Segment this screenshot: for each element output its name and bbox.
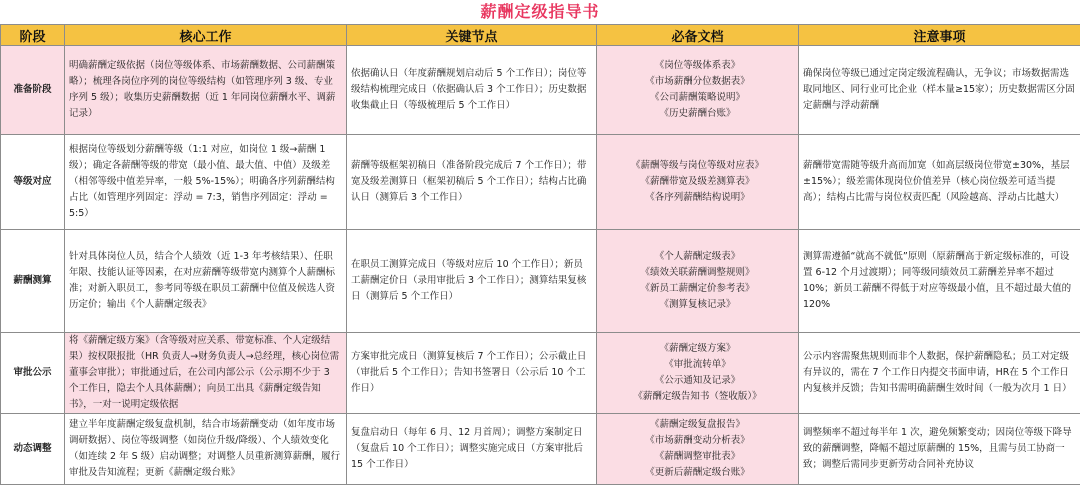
header-core-work: 核心工作 [65,25,347,46]
required-docs-cell [597,135,799,230]
doc-item: 《薪酬调整审批表》 [601,449,794,465]
stage-cell: 等级对应 [1,135,65,230]
doc-item: 《薪酬定级复盘报告》 [601,417,794,433]
doc-item: 《薪酬带宽及级差测算表》 [601,174,794,190]
required-docs-cell [597,230,799,333]
key-nodes-cell: 依据确认日（年度薪酬规划启动后 5 个工作日）；岗位等级结构梳理完成日（依据确认后 3 个工作日）；历史数据收集截止日（等级梳理后 5 个工作日） [347,46,597,135]
table-row [1,333,1080,414]
notes-cell: 测算需遵循“就高不就低”原则（原薪酬高于新定级标准的，可设置 6-12 个月过渡期）；同等级同绩效员工薪酬差异率不超过 10%；新员工薪酬不得低于对应等级最小值，且不超过最大值的 120% [799,230,1080,333]
doc-item: 《审批流转单》 [601,357,794,373]
notes-cell: 公示内容需聚焦规则而非个人数据，保护薪酬隐私；员工对定级有异议的，需在 7 个工作日内提交书面申请，HR在 5 个工作日内复核并反馈；告知书需明确薪酬生效时间（一般为次月 1 日） [799,333,1080,414]
header-key-nodes: 关键节点 [347,25,597,46]
doc-item: 《市场薪酬分位数据表》 [601,74,794,90]
doc-item: 《薪酬定级方案》 [601,341,794,357]
required-docs-cell [597,333,799,414]
core-work-cell: 根据岗位等级划分薪酬等级（1:1 对应，如岗位 1 级→薪酬 1 级）；确定各薪酬等级的带宽（最小值、最大值、中值）及级差（相邻等级中值差异率，一般 5%-15%）；明确各序列薪酬结构占比（如管理序列固定：浮动 = 7:3，销售序列固定：浮动 = 5:5） [65,135,347,230]
doc-item: 《个人薪酬定级表》 [601,249,794,265]
table-row [1,135,1080,230]
doc-item: 《岗位等级体系表》 [601,58,794,74]
header-required-docs: 必备文档 [597,25,799,46]
required-docs-cell [597,46,799,135]
stage-cell: 动态调整 [1,414,65,485]
doc-item: 《绩效关联薪酬调整规则》 [601,265,794,281]
notes-cell: 调整频率不超过每半年 1 次，避免频繁变动；因岗位等级下降导致的薪酬调整，降幅不超过原薪酬的 15%，且需与员工协商一致；调整后需同步更新劳动合同补充协议 [799,414,1080,485]
required-docs-cell [597,414,799,485]
table-row [1,414,1080,485]
doc-item: 《更新后薪酬定级台账》 [601,465,794,481]
stage-cell: 审批公示 [1,333,65,414]
page-title: 薪酬定级指导书 [0,0,1080,24]
doc-item: 《历史薪酬台账》 [601,106,794,122]
notes-cell: 确保岗位等级已通过定岗定级流程确认，无争议；市场数据需选取同地区、同行业可比企业（样本量≥15家）；历史数据需区分固定薪酬与浮动薪酬 [799,46,1080,135]
key-nodes-cell: 方案审批完成日（测算复核后 7 个工作日）；公示截止日（审批后 5 个工作日）；告知书签署日（公示后 10 个工作日） [347,333,597,414]
key-nodes-cell: 复盘启动日（每年 6 月、12 月首周）；调整方案制定日（复盘后 10 个工作日）；调整实施完成日（方案审批后 15 个工作日） [347,414,597,485]
doc-item: 《薪酬等级与岗位等级对应表》 [601,158,794,174]
header-row [1,25,1080,46]
doc-item: 《市场薪酬变动分析表》 [601,433,794,449]
stage-cell: 准备阶段 [1,46,65,135]
core-work-cell: 将《薪酬定级方案》（含等级对应关系、带宽标准、个人定级结果）按权限报批（HR 负责人→财务负责人→总经理，核心岗位需董事会审批）；审批通过后，在公司内部公示（公示期不少于 3 个工作日，隐去个人具体薪酬）；向员工出具《薪酬定级告知书》，一对一说明定级依据 [65,333,347,414]
doc-item: 《新员工薪酬定价参考表》 [601,281,794,297]
table-row [1,46,1080,135]
core-work-cell: 建立半年度薪酬定级复盘机制，结合市场薪酬变动（如年度市场调研数据）、岗位等级调整（如岗位升级/降级）、个人绩效变化（如连续 2 年 S 级）启动调整；对调整人员重新测算薪酬，履行审批及告知流程；更新《薪酬定级台账》 [65,414,347,485]
core-work-cell: 针对具体岗位人员，结合个人绩效（近 1-3 年考核结果）、任职年限、技能认证等因素，在对应薪酬等级带宽内测算个人薪酬标准；对新入职员工，参考同等级在职员工薪酬中位值及候选人资历定价；输出《个人薪酬定级表》 [65,230,347,333]
key-nodes-cell: 在职员工测算完成日（等级对应后 10 个工作日）；新员工薪酬定价日（录用审批后 3 个工作日）；测算结果复核日（测算后 5 个工作日） [347,230,597,333]
doc-item: 《测算复核记录》 [601,297,794,313]
doc-item: 《薪酬定级告知书（签收版）》 [601,389,794,405]
core-work-cell: 明确薪酬定级依据（岗位等级体系、市场薪酬数据、公司薪酬策略）；梳理各岗位序列的岗位等级结构（如管理序列 3 级、专业序列 5 级）；收集历史薪酬数据（近 1 年同岗位薪酬水平、调薪记录） [65,46,347,135]
key-nodes-cell: 薪酬等级框架初稿日（准备阶段完成后 7 个工作日）；带宽及级差测算日（框架初稿后 5 个工作日）；结构占比确认日（测算后 3 个工作日） [347,135,597,230]
notes-cell: 薪酬带宽需随等级升高而加宽（如高层级岗位带宽±30%，基层±15%）；级差需体现岗位价值差异（核心岗位级差可适当提高）；结构占比需与岗位权责匹配（风险越高、浮动占比越大） [799,135,1080,230]
header-stage: 阶段 [1,25,65,46]
stage-cell: 薪酬测算 [1,230,65,333]
doc-item: 《公司薪酬策略说明》 [601,90,794,106]
table-row [1,230,1080,333]
header-notes: 注意事项 [799,25,1080,46]
doc-item: 《各序列薪酬结构说明》 [601,190,794,206]
guide-table [0,24,1080,485]
doc-item: 《公示通知及记录》 [601,373,794,389]
